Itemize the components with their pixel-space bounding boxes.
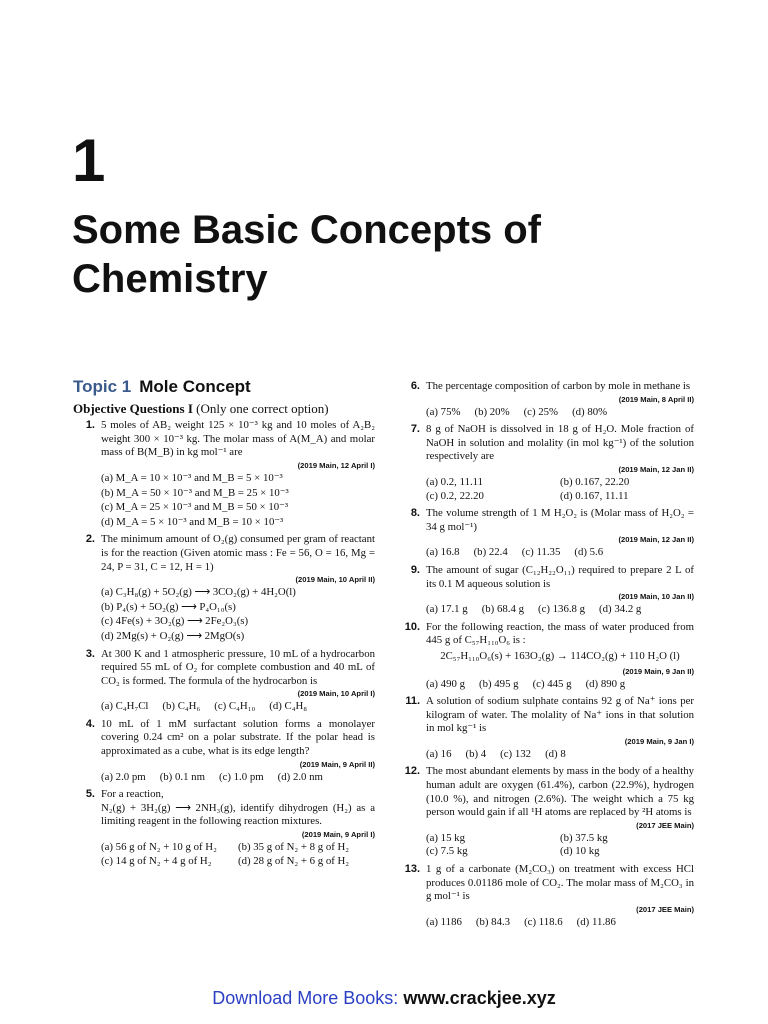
option-b: (b) 37.5 kg [560, 831, 608, 844]
option-b: (b) P₄(s) + 5O₂(g) ⟶ P₄O₁₀(s) [101, 600, 236, 613]
option-d: (d) 80% [572, 405, 608, 418]
topic-heading [73, 377, 375, 396]
option-d: (d) 11.86 [576, 915, 616, 928]
option-c: (c) 11.35 [521, 546, 561, 559]
question-ref: (2019 Main, 12 Jan II) [618, 464, 694, 474]
question-stem: 5 moles of AB₂ weight 125 × 10⁻³ kg and 10 moles of A₂B₂ weight 300 × 10⁻³ kg. The molar mass of A(M_A) and molar mass of B(M_B) in kg mol⁻¹ are [101, 419, 375, 459]
option-d: (d) 10 kg [560, 845, 600, 858]
chapter-number: 1 [72, 127, 106, 194]
question-number: 6. [410, 380, 420, 392]
option-d: (d) 5.6 [574, 546, 604, 559]
question-number: 2. [85, 533, 95, 546]
download-link-text[interactable]: Download More Books: [212, 988, 399, 1008]
option-b: (b) 0.167, 22.20 [560, 475, 630, 488]
option-b: (b) 495 g [478, 677, 519, 690]
option-b: (b) C₄H₆ [162, 700, 201, 713]
option-b: (b) 22.4 [473, 546, 508, 559]
option-d: (d) 890 g [585, 677, 626, 690]
option-c: (c) 4Fe(s) + 3O₂(g) ⟶ 2Fe₂O₃(s) [101, 615, 249, 628]
option-b: (b) 68.4 g [481, 603, 524, 616]
question-7 [398, 423, 694, 503]
option-a: (a) M_A = 10 × 10⁻³ and M_B = 5 × 10⁻³ [101, 471, 283, 484]
question-number: 5. [85, 788, 95, 801]
question-stem: For a reaction, [101, 788, 164, 801]
right-column [398, 380, 694, 933]
objective-note: (Only one correct option) [196, 400, 329, 416]
question-ref: (2017 JEE Main) [636, 820, 694, 830]
option-d: (d) C₄H₈ [269, 700, 308, 713]
question-2 [73, 533, 375, 643]
question-number: 12. [404, 765, 420, 778]
question-ref: (2019 Main, 9 Jan I) [624, 736, 694, 746]
option-d: (d) 8 [545, 747, 566, 760]
question-number: 13. [404, 863, 420, 876]
option-d: (d) 34.2 g [599, 603, 642, 616]
question-13 [398, 863, 694, 929]
question-number: 3. [85, 647, 95, 660]
question-ref: (2019 Main, 12 Jan II) [618, 535, 694, 545]
option-b: (b) 0.1 nm [159, 770, 205, 783]
question-equation: 2C₅₇H₁₁₀O₆(s) + 163O₂(g) → 114CO₂(g) + 110 H₂O (l) [440, 649, 680, 662]
option-c: (c) C₄H₁₀ [214, 700, 256, 713]
option-a: (a) 16.8 [426, 546, 460, 559]
option-c: (c) 7.5 kg [426, 845, 468, 858]
option-d: (d) 2.0 nm [277, 770, 323, 783]
option-a: (a) 15 kg [426, 831, 465, 844]
question-ref: (2019 Main, 10 April II) [295, 575, 375, 585]
question-equation: N₂(g) + 3H₂(g) ⟶ 2NH₃(g), identify dihydrogen (H₂) as a limiting reagent in the following reaction mixtures. [101, 801, 375, 828]
question-4 [73, 718, 375, 784]
question-number: 8. [410, 507, 420, 520]
option-d: (d) 0.167, 11.11 [560, 489, 629, 502]
option-d: (d) 28 g of N₂ + 6 g of H₂ [238, 854, 350, 867]
topic-name: Mole Concept [139, 377, 251, 396]
question-stem: For the following reaction, the mass of water produced from 445 g of C₅₇H₁₁₀O₆ is : [426, 620, 694, 647]
question-ref: (2019 Main, 8 April II) [618, 394, 694, 404]
option-a: (a) 1186 [426, 915, 462, 928]
option-c: (c) 136.8 g [537, 603, 586, 616]
option-c: (c) 14 g of N₂ + 4 g of H₂ [101, 854, 212, 867]
option-c: (c) 132 [500, 747, 532, 760]
topic-label: Topic 1 [73, 377, 132, 396]
question-ref: (2019 Main, 9 Jan II) [622, 666, 694, 676]
question-3 [73, 648, 375, 714]
option-a: (a) 0.2, 11.11 [426, 475, 484, 488]
objective-title: Objective Questions I [73, 400, 193, 416]
option-a: (a) 75% [426, 405, 461, 418]
question-ref: (2019 Main, 10 Jan II) [618, 592, 694, 602]
option-c: (c) 1.0 pm [218, 770, 264, 783]
question-ref: (2019 Main, 10 April I) [297, 689, 375, 699]
option-a: (a) C₃H₈(g) + 5O₂(g) ⟶ 3CO₂(g) + 4H₂O(l) [101, 586, 296, 599]
question-stem: The most abundant elements by mass in the body of a healthy human adult are oxygen (61.4%), carbon (22.9%), hydrogen (10.0 %), and nitrogen (2.6%). The weight which a 75 kg person would gain if all ¹H atoms are replaced by ²H atoms is [426, 765, 694, 819]
option-b: (b) 84.3 [475, 915, 511, 928]
option-a: (a) 490 g [426, 677, 465, 690]
question-number: 10. [404, 620, 420, 633]
question-number: 9. [410, 563, 420, 576]
option-b: (b) 35 g of N₂ + 8 g of H₂ [238, 841, 350, 854]
question-1 [73, 419, 375, 529]
question-number: 4. [85, 717, 95, 730]
question-number: 7. [410, 423, 420, 436]
objective-heading [73, 402, 375, 416]
question-8 [398, 507, 694, 560]
question-stem: 10 mL of 1 mM surfactant solution forms a monolayer covering 0.24 cm² on a polar substrate. If the polar head is approximated as a cube, what is its edge length? [101, 717, 375, 758]
question-number: 11. [405, 695, 420, 708]
option-a: (a) 16 [426, 747, 452, 760]
question-ref: (2019 Main, 9 April I) [301, 830, 375, 840]
question-number: 1. [85, 419, 95, 432]
question-stem: The volume strength of 1 M H₂O₂ is (Molar mass of H₂O₂ = 34 g mol⁻¹) [426, 507, 694, 533]
option-d: (d) 2Mg(s) + O₂(g) ⟶ 2MgO(s) [101, 629, 245, 642]
question-9 [398, 564, 694, 617]
option-a: (a) 56 g of N₂ + 10 g of H₂ [101, 841, 217, 854]
option-b: (b) M_A = 50 × 10⁻³ and M_B = 25 × 10⁻³ [101, 486, 289, 499]
question-12 [398, 765, 694, 859]
question-10 [398, 621, 694, 691]
question-6 [398, 380, 694, 419]
option-c: (c) 0.2, 22.20 [426, 489, 484, 502]
question-stem: 1 g of a carbonate (M₂CO₃) on treatment with excess HCl produces 0.01186 mole of CO₂. The molar mass of M₂CO₃ in g mol⁻¹ is [426, 863, 694, 903]
question-ref: (2019 Main, 12 April I) [297, 460, 375, 470]
question-stem: At 300 K and 1 atmospheric pressure, 10 mL of a hydrocarbon required 55 mL of O₂ for complete combustion and 40 mL of CO₂ is formed. The formula of the hydrocarbon is [101, 647, 375, 687]
option-c: (c) 445 g [532, 677, 572, 690]
chapter-title: Some Basic Concepts of Chemistry [72, 208, 542, 301]
left-column [73, 377, 375, 872]
question-stem: 8 g of NaOH is dissolved in 18 g of H₂O. Mole fraction of NaOH in solution and molality (in mol kg⁻¹) of the solution respectively are [426, 423, 694, 463]
question-stem: The amount of sugar (C₁₂H₂₂O₁₁) required to prepare 2 L of its 0.1 M aqueous solution is [426, 563, 694, 590]
question-ref: (2017 JEE Main) [636, 904, 694, 914]
question-stem: A solution of sodium sulphate contains 92 g of Na⁺ ions per kilogram of water. The molality of Na⁺ ions in that solution in mol kg⁻¹ is [426, 695, 694, 735]
site-url[interactable]: www.crackjee.xyz [403, 988, 556, 1008]
question-ref: (2019 Main, 9 April II) [299, 759, 375, 769]
option-c: (c) M_A = 25 × 10⁻³ and M_B = 50 × 10⁻³ [101, 501, 289, 514]
question-stem: The minimum amount of O₂(g) consumed per gram of reactant is for the reaction (Given atomic mass : Fe = 56, O = 16, Mg = 24, P = 31, C = 12, H = 1) [101, 533, 375, 573]
question-11 [398, 695, 694, 761]
option-a: (a) C₄H₇Cl [101, 700, 149, 713]
option-d: (d) M_A = 5 × 10⁻³ and M_B = 10 × 10⁻³ [101, 515, 284, 528]
option-c: (c) 25% [523, 405, 559, 418]
option-a: (a) 17.1 g [426, 603, 468, 616]
download-banner[interactable] [0, 986, 768, 1010]
option-b: (b) 20% [474, 405, 510, 418]
option-a: (a) 2.0 pm [101, 770, 146, 783]
question-stem: The percentage composition of carbon by mole in methane is [426, 380, 691, 392]
option-c: (c) 118.6 [524, 915, 563, 928]
option-b: (b) 4 [465, 747, 487, 760]
question-5 [73, 788, 375, 868]
